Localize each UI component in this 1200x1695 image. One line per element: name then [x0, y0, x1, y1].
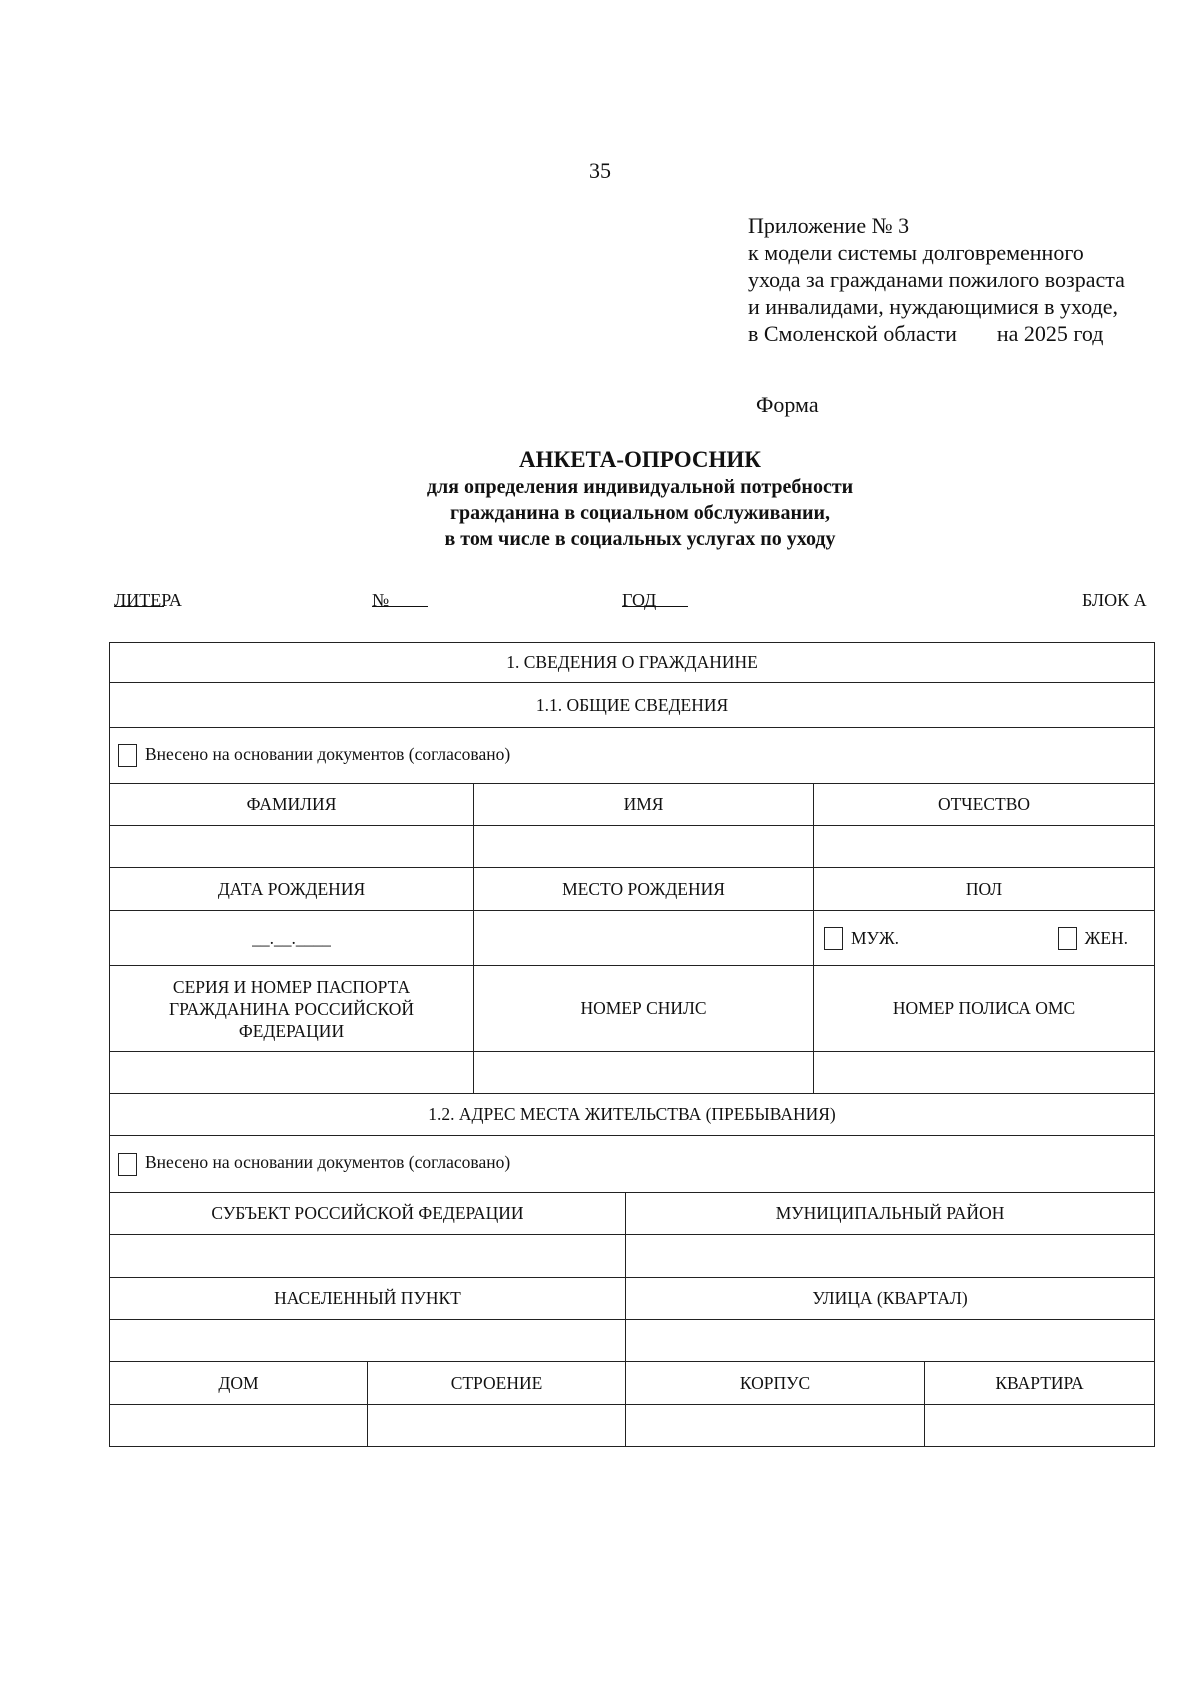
docs-confirmed-checkbox[interactable] — [118, 744, 137, 767]
passport-header: СЕРИЯ И НОМЕР ПАСПОРТА ГРАЖДАНИНА РОССИЙСКОЙ ФЕДЕРАЦИИ — [110, 966, 474, 1052]
subject-field[interactable] — [110, 1235, 626, 1278]
appendix-line: к модели системы долговременного — [748, 240, 1084, 265]
house-header: ДОМ — [110, 1362, 368, 1405]
corpus-field[interactable] — [626, 1405, 925, 1447]
building-header: СТРОЕНИЕ — [368, 1362, 626, 1405]
docs-confirmed-row — [110, 728, 1155, 784]
settlement-field[interactable] — [110, 1320, 626, 1362]
appendix-line: Приложение № 3 — [748, 213, 910, 238]
document-title — [0, 446, 1200, 552]
male-label: МУЖ. — [851, 927, 900, 948]
surname-header: ФАМИЛИЯ — [110, 784, 474, 826]
district-header: МУНИЦИПАЛЬНЫЙ РАЙОН — [626, 1193, 1155, 1235]
birth-date-field[interactable] — [110, 911, 474, 966]
birth-date-header: ДАТА РОЖДЕНИЯ — [110, 868, 474, 911]
snils-header: НОМЕР СНИЛС — [474, 966, 814, 1052]
block-label: БЛОК А — [1082, 590, 1147, 610]
female-checkbox[interactable] — [1058, 927, 1077, 950]
male-option[interactable] — [824, 927, 899, 950]
female-label: ЖЕН. — [1084, 927, 1129, 948]
year-label: ГОД — [622, 590, 657, 610]
corpus-header: КОРПУС — [626, 1362, 925, 1405]
appendix-line: и инвалидами, нуждающимися в уходе, — [748, 294, 1119, 319]
appendix-reference — [748, 212, 1125, 347]
appendix-region: в Смоленской области — [748, 321, 957, 346]
title-sub-line: гражданина в социальном обслуживании, — [449, 502, 831, 524]
number-label: № — [372, 590, 390, 610]
building-field[interactable] — [368, 1405, 626, 1447]
male-checkbox[interactable] — [824, 927, 843, 950]
date-placeholder: __.__.____ — [252, 927, 331, 948]
house-field[interactable] — [110, 1405, 368, 1447]
address-docs-confirmed-row — [110, 1136, 1155, 1193]
page-number: 35 — [589, 158, 611, 183]
title-main: АНКЕТА-ОПРОСНИК — [519, 447, 761, 472]
apartment-field[interactable] — [925, 1405, 1155, 1447]
oms-header: НОМЕР ПОЛИСА ОМС — [814, 966, 1155, 1052]
section-1-header: 1. СВЕДЕНИЯ О ГРАЖДАНИНЕ — [110, 643, 1155, 683]
appendix-line: ухода за гражданами пожилого возраста — [748, 267, 1125, 292]
district-field[interactable] — [626, 1235, 1155, 1278]
sex-header: ПОЛ — [814, 868, 1155, 911]
oms-field[interactable] — [814, 1052, 1155, 1094]
passport-field[interactable] — [110, 1052, 474, 1094]
name-header: ИМЯ — [474, 784, 814, 826]
birth-place-field[interactable] — [474, 911, 814, 966]
patronymic-field[interactable] — [814, 826, 1155, 868]
street-header: УЛИЦА (КВАРТАЛ) — [626, 1278, 1155, 1320]
appendix-line — [748, 320, 1125, 347]
street-field[interactable] — [626, 1320, 1155, 1362]
form-label: Форма — [756, 392, 819, 417]
address-docs-confirmed-checkbox[interactable] — [118, 1153, 137, 1176]
patronymic-header: ОТЧЕСТВО — [814, 784, 1155, 826]
docs-confirmed-label: Внесено на основании документов (согласовано) — [145, 743, 511, 764]
citizen-info-table — [109, 642, 1155, 1447]
birth-place-header: МЕСТО РОЖДЕНИЯ — [474, 868, 814, 911]
litera-label: ЛИТЕРА — [114, 590, 182, 610]
appendix-year: на 2025 год — [996, 321, 1104, 346]
subject-header: СУБЪЕКТ РОССИЙСКОЙ ФЕДЕРАЦИИ — [110, 1193, 626, 1235]
name-field[interactable] — [474, 826, 814, 868]
sex-field — [814, 911, 1155, 966]
address-docs-confirmed-label: Внесено на основании документов (согласовано) — [145, 1152, 511, 1173]
snils-field[interactable] — [474, 1052, 814, 1094]
settlement-header: НАСЕЛЕННЫЙ ПУНКТ — [110, 1278, 626, 1320]
title-sub-line: в том числе в социальных услугах по уходу — [444, 528, 836, 550]
section-1-1-header: 1.1. ОБЩИЕ СВЕДЕНИЯ — [110, 683, 1155, 728]
apartment-header: КВАРТИРА — [925, 1362, 1155, 1405]
title-sub-line: для определения индивидуальной потребности — [426, 476, 854, 498]
section-1-2-header: 1.2. АДРЕС МЕСТА ЖИТЕЛЬСТВА (ПРЕБЫВАНИЯ) — [110, 1094, 1155, 1136]
surname-field[interactable] — [110, 826, 474, 868]
female-option[interactable] — [1058, 927, 1128, 950]
